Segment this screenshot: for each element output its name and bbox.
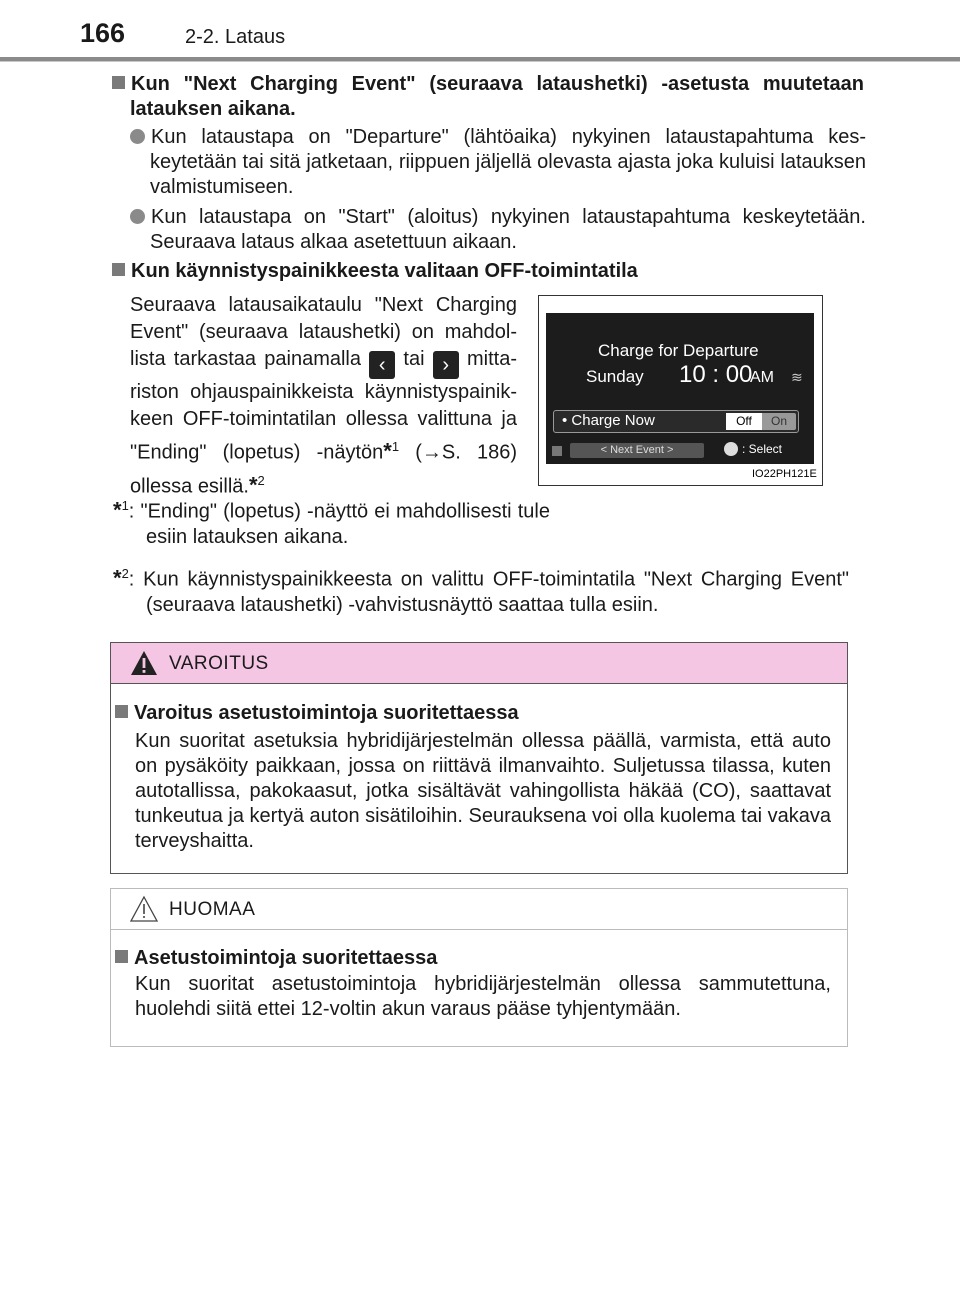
note-header: [111, 889, 847, 930]
next-event-bar: < Next Event >: [570, 443, 704, 458]
section2-paragraph: Seuraava latausaikataulu "Next Charging Event" (seuraava lataushetki) on mahdollista tarkastaa painamalla ‹ tai › mittariston ohjauspainikkeista käynnistyspainikkeen OFF-toimintatilan ollessa valittuna ja "Ending" (lopetus) -näytön*$^1$ (→S. 186) ollessa esillä.*$^2$: [130, 294, 517, 498]
square-bullet-icon: [112, 263, 125, 276]
page-header: [0, 0, 960, 60]
screen-ampm: AM: [750, 369, 774, 386]
section1-bullet-1: Kun lataustapa on "Departure" (lähtöaika) nykyinen lataustapahtuma keskeytetään tai sitä jatketaan, riippuen jäljellä olevasta ajasta joka kuluisi latauksen valmistumiseen.: [130, 125, 866, 200]
section-title: 2-2. Lataus: [185, 26, 286, 48]
toggle-on: On: [770, 414, 787, 428]
charge-now-toggle: [726, 413, 796, 430]
note-box: [110, 888, 848, 1047]
square-bullet-icon: [112, 76, 125, 89]
note-body: Kun suoritat asetustoimintoja hybridijärjestelmän ollessa sammutettuna, huolehdi siitä ettei 12-voltin akun varaus pääse tyhjentymään.: [135, 973, 831, 1020]
charge-now-row: [553, 410, 799, 433]
screen-title: Charge for Departure: [598, 341, 759, 360]
screen-square-icon: [552, 446, 562, 456]
screen-day: Sunday: [586, 367, 644, 386]
warning-title: VAROITUS: [169, 653, 269, 674]
screen-time: 10 : 00: [679, 361, 753, 388]
square-bullet-icon: [115, 705, 128, 718]
round-bullet-icon: [130, 129, 145, 144]
climate-icon: ≋: [791, 369, 803, 385]
round-bullet-icon: [130, 209, 145, 224]
right-arrow-button-icon: ›: [433, 351, 459, 379]
section1-heading: Kun "Next Charging Event" (seuraava lataushetki) -asetusta muutetaan latauksen aikana.: [112, 72, 864, 122]
warning-header: [111, 643, 847, 684]
display-illustration: [538, 295, 823, 486]
caution-triangle-icon: [129, 895, 159, 923]
header-rule-shadow: [0, 61, 960, 62]
warning-triangle-icon: [129, 649, 159, 677]
footnote-2: *$^2$: Kun käynnistyspainikkeesta on valittu OFF-toimintatila "Next Charging Event" (seuraava lataushetki) -vahvistusnäyttö saattaa tulla esiin.: [113, 565, 849, 616]
display-screen: [546, 313, 814, 464]
select-label: : Select: [742, 442, 783, 456]
footnote-1: *$^1$: "Ending" (lopetus) -näyttö ei mahdollisesti tule esiin latauksen aikana.: [113, 497, 550, 548]
square-bullet-icon: [115, 950, 128, 963]
note-title: HUOMAA: [169, 899, 256, 920]
note-heading: Asetustoimintoja suoritettaessa: [115, 946, 831, 971]
page-number: 166: [80, 18, 126, 48]
select-knob-icon: [724, 442, 738, 456]
warning-body: Kun suoritat asetuksia hybridijärjestelmän ollessa päällä, varmista, että auto on pysäköity paikkaan, jossa on riittävä ilmanvaihto. Suljetussa tilassa, kuten autotallissa, pakokaasut, jotka sisältävät vahingollista häkää (CO), saattavat tunkeutua ja kertyä auton sisätiloihin. Seurauksena voi olla kuolema tai vakava terveyshaitta.: [135, 730, 831, 852]
figure-code: IO22PH121E: [752, 468, 817, 480]
toggle-off: Off: [726, 413, 762, 430]
section2-heading: Kun käynnistyspainikkeesta valitaan OFF-toimintatila: [112, 259, 846, 284]
section1-bullet-2: Kun lataustapa on "Start" (aloitus) nykyinen lataustapahtuma keskeytetään. Seuraava lataus alkaa asetettuun aikaan.: [130, 205, 866, 255]
warning-heading: Varoitus asetustoimintoja suoritettaessa: [115, 701, 831, 726]
charge-now-label: • Charge Now: [562, 412, 655, 429]
warning-box: [110, 642, 848, 874]
left-arrow-button-icon: ‹: [369, 351, 395, 379]
